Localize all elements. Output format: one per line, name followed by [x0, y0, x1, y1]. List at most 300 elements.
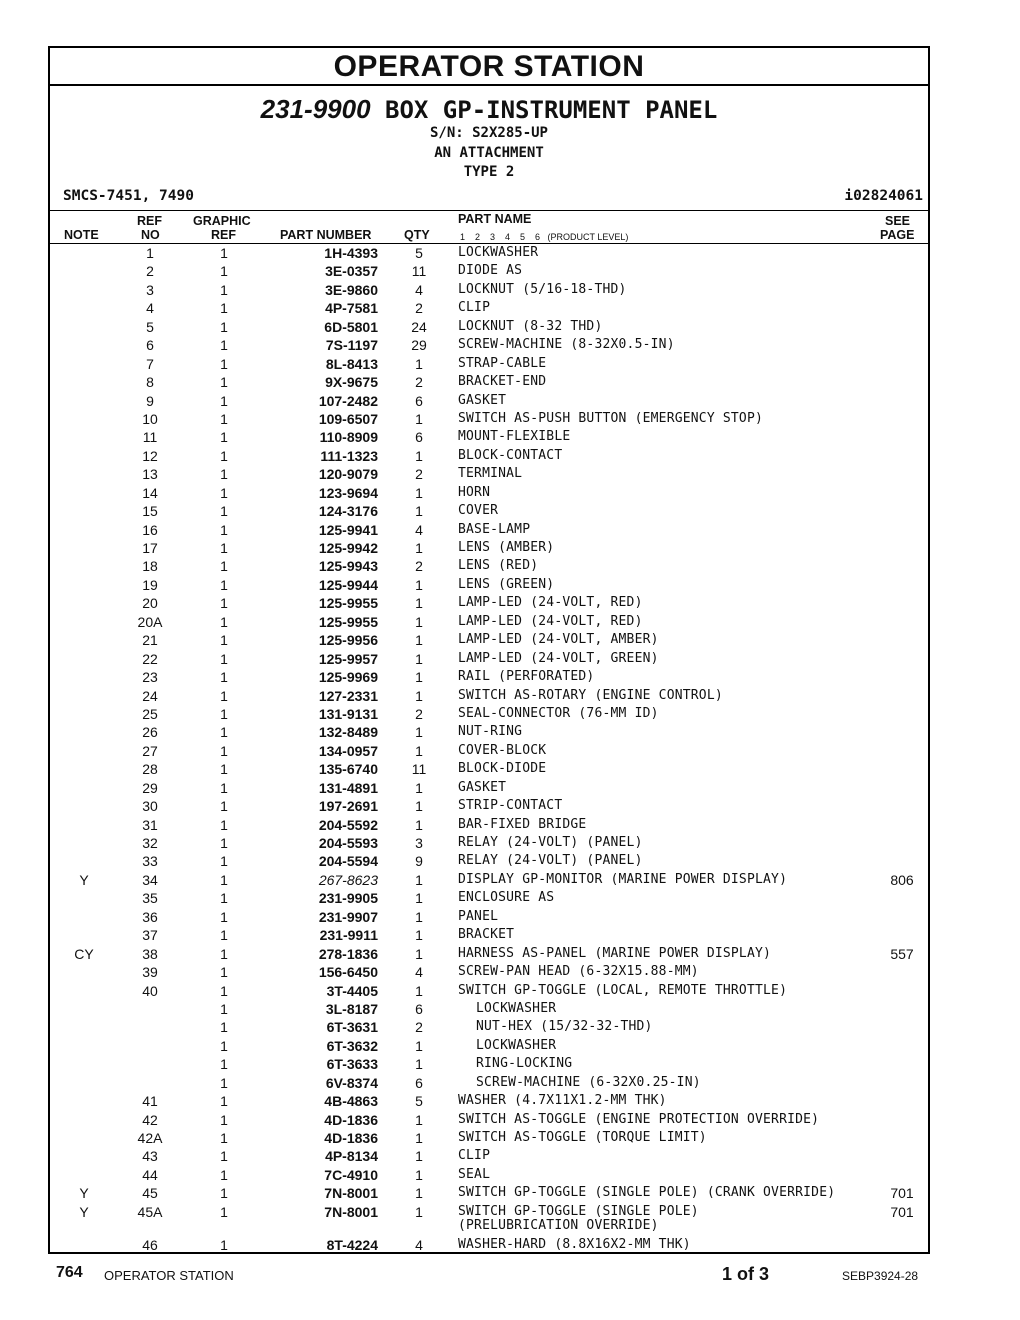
- table-row: [50, 1111, 928, 1129]
- row-part-name-line2: (PRELUBRICATION OVERRIDE): [458, 1217, 659, 1233]
- doc-id: SEBP3924-28: [842, 1269, 919, 1283]
- row-qty: 9: [415, 853, 423, 870]
- row-ref-no: 32: [142, 835, 158, 851]
- row-part-number: 125-9957: [318, 650, 378, 667]
- row-ref-no: 11: [142, 429, 158, 446]
- row-part-name: LOCKNUT (8-32 THD): [458, 318, 603, 334]
- row-ref-no: 6: [146, 337, 154, 354]
- row-part-name: CLIP: [458, 1148, 491, 1164]
- row-graphic-ref: 1: [220, 1093, 228, 1110]
- row-graphic-ref: 1: [220, 1148, 228, 1165]
- row-see-page: 701: [890, 1203, 914, 1220]
- row-qty: 1: [415, 632, 423, 649]
- row-graphic-ref: 1: [220, 632, 228, 649]
- row-part-number: 127-2331: [318, 687, 378, 704]
- row-part-number: 132-8489: [318, 724, 378, 741]
- row-part-number: 125-9942: [318, 540, 378, 556]
- row-part-name: BLOCK-DIODE: [458, 761, 547, 777]
- row-graphic-ref: 1: [220, 982, 228, 999]
- row-part-name: [458, 1205, 699, 1233]
- table-row: [50, 428, 928, 446]
- row-graphic-ref: 1: [220, 687, 228, 704]
- row-ref-no: 30: [142, 798, 158, 815]
- row-ref-no: 37: [142, 927, 158, 944]
- row-qty: 1: [415, 687, 423, 704]
- table-row: [50, 1092, 928, 1110]
- row-qty: 2: [415, 558, 423, 575]
- col-graphic-bottom: REF: [211, 228, 236, 242]
- row-ref-no: 15: [142, 503, 158, 520]
- row-qty: 2: [415, 300, 423, 317]
- table-row: [50, 723, 928, 741]
- row-ref-no: 1: [146, 245, 154, 261]
- row-part-number: 3T-4405: [326, 982, 378, 999]
- row-part-name: SEAL: [458, 1166, 491, 1182]
- row-part-number: 124-3176: [318, 503, 378, 520]
- table-row: [50, 926, 928, 944]
- row-graphic-ref: 1: [220, 1037, 228, 1054]
- row-part-number: 125-9944: [318, 576, 378, 593]
- row-part-name: SCREW-MACHINE (6-32X0.25-IN): [476, 1074, 701, 1090]
- row-graphic-ref: 1: [220, 466, 228, 483]
- row-graphic-ref: 1: [220, 724, 228, 741]
- table-row: [50, 945, 928, 963]
- row-part-name: STRIP-CONTACT: [458, 798, 563, 814]
- row-part-name: SWITCH AS-TOGGLE (TORQUE LIMIT): [458, 1130, 707, 1145]
- row-graphic-ref: 1: [220, 908, 228, 925]
- row-qty: 4: [415, 281, 423, 298]
- row-ref-no: 13: [142, 466, 158, 483]
- table-row: [50, 355, 928, 373]
- row-part-name: GASKET: [458, 779, 507, 795]
- row-ref-no: 33: [142, 853, 158, 870]
- row-graphic-ref: 1: [220, 853, 228, 870]
- row-qty: 6: [415, 1000, 423, 1017]
- row-part-name-line1: SWITCH GP-TOGGLE (SINGLE POLE): [458, 1203, 699, 1219]
- row-ref-no: 39: [142, 964, 158, 981]
- row-part-number: 134-0957: [318, 742, 378, 759]
- row-part-number: 1H-4393: [324, 245, 378, 261]
- row-ref-no: 24: [142, 687, 158, 704]
- row-graphic-ref: 1: [220, 503, 228, 520]
- row-qty: 1: [415, 1037, 423, 1054]
- row-part-number: 6T-3632: [326, 1037, 378, 1054]
- row-graphic-ref: 1: [220, 355, 228, 372]
- row-part-number: 6D-5801: [324, 318, 378, 335]
- row-qty: 1: [415, 908, 423, 925]
- row-qty: 1: [415, 982, 423, 999]
- row-part-name: RELAY (24-VOLT) (PANEL): [458, 853, 643, 869]
- page-of: 1 of 3: [722, 1264, 770, 1284]
- row-graphic-ref: 1: [220, 742, 228, 759]
- table-row: [50, 1129, 928, 1147]
- row-part-number: 204-5592: [318, 816, 378, 833]
- table-row: [50, 576, 928, 594]
- table-row: [50, 742, 928, 760]
- row-part-number: 123-9694: [318, 484, 378, 501]
- table-row: [50, 1236, 928, 1254]
- row-part-name: LOCKWASHER: [476, 1037, 557, 1053]
- row-ref-no: 10: [142, 410, 158, 427]
- table-row: [50, 1037, 928, 1055]
- row-see-page: 806: [890, 871, 914, 888]
- col-ref-top: REF: [137, 214, 162, 228]
- row-ref-no: 25: [142, 705, 158, 722]
- type-label: TYPE 2: [463, 164, 515, 180]
- row-part-name: SWITCH AS-ROTARY (ENGINE CONTROL): [458, 687, 723, 703]
- row-part-number: 7N-8001: [324, 1185, 378, 1202]
- table-row: [50, 797, 928, 815]
- row-part-name: BAR-FIXED BRIDGE: [458, 816, 587, 832]
- table-row: [50, 539, 928, 557]
- parts-table-body: [50, 244, 928, 1254]
- row-qty: 1: [415, 613, 423, 630]
- row-qty: 4: [415, 1236, 423, 1253]
- row-graphic-ref: 1: [220, 816, 228, 833]
- row-part-name: HORN: [458, 484, 491, 500]
- group-name: BOX GP-INSTRUMENT PANEL: [385, 96, 718, 124]
- row-part-number: 4P-8134: [325, 1148, 378, 1165]
- row-qty: 6: [415, 392, 423, 409]
- row-ref-no: 35: [142, 890, 158, 907]
- table-row: [50, 594, 928, 612]
- row-graphic-ref: 1: [220, 1236, 228, 1253]
- row-graphic-ref: 1: [220, 595, 228, 612]
- row-ref-no: 3: [146, 281, 154, 298]
- row-part-number: 125-9969: [318, 669, 378, 686]
- row-graphic-ref: 1: [220, 613, 228, 630]
- row-part-name: WASHER-HARD (8.8X16X2-MM THK): [458, 1236, 691, 1252]
- row-part-number: 4P-7581: [325, 300, 378, 317]
- row-part-name: BLOCK-CONTACT: [458, 447, 563, 463]
- row-part-name: TERMINAL: [458, 466, 523, 482]
- row-qty: 5: [415, 245, 423, 261]
- row-part-number: 231-9911: [319, 927, 378, 944]
- row-qty: 11: [411, 263, 427, 280]
- row-qty: 3: [415, 835, 423, 851]
- row-ref-no: 38: [142, 945, 158, 962]
- row-ref-no: 31: [142, 816, 158, 833]
- table-row: [50, 465, 928, 483]
- row-ref-no: 12: [142, 447, 158, 464]
- row-ref-no: 5: [146, 318, 154, 335]
- row-graphic-ref: 1: [220, 429, 228, 446]
- row-graphic-ref: 1: [220, 927, 228, 944]
- row-part-number: 267-8623: [318, 871, 378, 888]
- table-row: [50, 502, 928, 520]
- row-part-number: 9X-9675: [325, 374, 378, 391]
- row-qty: 1: [415, 410, 423, 427]
- row-qty: 5: [415, 1093, 423, 1110]
- row-qty: 1: [415, 1185, 423, 1202]
- col-graphic-top: GRAPHIC: [193, 214, 251, 228]
- row-part-number: 4D-1836: [324, 1130, 378, 1146]
- row-part-name: LOCKNUT (5/16-18-THD): [458, 281, 627, 297]
- table-row: [50, 1074, 928, 1092]
- row-part-name: SCREW-MACHINE (8-32X0.5-IN): [458, 337, 675, 353]
- col-qty: QTY: [404, 228, 430, 242]
- row-part-number: 4D-1836: [324, 1111, 378, 1128]
- row-part-name: SCREW-PAN HEAD (6-32X15.88-MM): [458, 964, 699, 980]
- row-part-name: LAMP-LED (24-VOLT, AMBER): [458, 632, 659, 648]
- row-graphic-ref: 1: [220, 1019, 228, 1036]
- row-ref-no: 29: [142, 779, 158, 796]
- row-qty: 2: [415, 466, 423, 483]
- row-graphic-ref: 1: [220, 669, 228, 686]
- row-qty: 24: [411, 318, 427, 335]
- row-graphic-ref: 1: [220, 650, 228, 667]
- row-part-name: NUT-HEX (15/32-32-THD): [476, 1019, 653, 1035]
- table-row: [50, 889, 928, 907]
- row-graphic-ref: 1: [220, 374, 228, 391]
- row-ref-no: 9: [146, 392, 154, 409]
- row-part-number: 204-5593: [318, 835, 378, 851]
- row-qty: 1: [415, 669, 423, 686]
- table-row: [50, 521, 928, 539]
- row-ref-no: 36: [142, 908, 158, 925]
- row-qty: 4: [415, 521, 423, 538]
- row-qty: 1: [415, 871, 423, 888]
- smcs-code: SMCS-7451, 7490: [63, 188, 194, 204]
- footer-section: OPERATOR STATION: [104, 1268, 234, 1283]
- row-part-name: SWITCH GP-TOGGLE (SINGLE POLE) (CRANK OVERRIDE): [458, 1185, 836, 1201]
- row-qty: 6: [415, 429, 423, 446]
- row-part-name: LENS (RED): [458, 558, 539, 574]
- row-ref-no: 41: [142, 1093, 158, 1110]
- row-part-name: SWITCH AS-PUSH BUTTON (EMERGENCY STOP): [458, 410, 764, 426]
- row-ref-no: 27: [142, 742, 158, 759]
- row-part-name: SEAL-CONNECTOR (76-MM ID): [458, 705, 659, 721]
- row-part-number: 131-4891: [318, 779, 378, 796]
- group-title: [50, 86, 928, 124]
- row-qty: 1: [415, 355, 423, 372]
- row-part-number: 231-9905: [318, 890, 378, 907]
- row-qty: 6: [415, 1074, 423, 1091]
- table-row: [50, 982, 928, 1000]
- row-ref-no: 45: [142, 1185, 158, 1202]
- row-see-page: 701: [890, 1185, 914, 1202]
- row-qty: 2: [415, 1019, 423, 1036]
- row-graphic-ref: 1: [220, 779, 228, 796]
- row-note: CY: [74, 945, 94, 962]
- row-see-page: 557: [890, 945, 914, 962]
- row-part-name: BRACKET: [458, 927, 515, 943]
- row-qty: 4: [415, 964, 423, 981]
- table-row: [50, 318, 928, 336]
- row-graphic-ref: 1: [220, 300, 228, 317]
- page-footer: [0, 1264, 1020, 1288]
- row-part-number: 125-9955: [318, 613, 378, 630]
- section-title: OPERATOR STATION: [50, 48, 928, 86]
- table-row: [50, 613, 928, 631]
- row-graphic-ref: 1: [220, 798, 228, 815]
- table-row: [50, 1018, 928, 1036]
- table-row: [50, 1184, 928, 1202]
- row-part-number: 4B-4863: [324, 1093, 378, 1110]
- col-part-number: PART NUMBER: [280, 228, 372, 242]
- row-note: Y: [79, 1185, 89, 1202]
- row-qty: 1: [415, 503, 423, 520]
- page-number: 764: [56, 1264, 83, 1281]
- row-qty: 29: [411, 337, 427, 354]
- row-qty: 1: [415, 447, 423, 464]
- row-part-number: 7C-4910: [324, 1166, 378, 1183]
- table-row: [50, 1203, 928, 1236]
- row-ref-no: 42: [142, 1111, 158, 1128]
- row-part-number: 7S-1197: [325, 337, 378, 354]
- row-part-name: BRACKET-END: [458, 374, 547, 390]
- table-row: [50, 244, 928, 262]
- row-ref-no: 28: [142, 761, 158, 778]
- row-part-name: GASKET: [458, 392, 507, 408]
- row-ref-no: 7: [146, 355, 154, 372]
- row-qty: 1: [415, 742, 423, 759]
- row-ref-no: 43: [142, 1148, 158, 1165]
- row-part-name: LENS (AMBER): [458, 540, 555, 555]
- row-part-name: PANEL: [458, 908, 499, 924]
- row-part-name: RING-LOCKING: [476, 1056, 573, 1072]
- row-part-name: HARNESS AS-PANEL (MARINE POWER DISPLAY): [458, 945, 772, 961]
- row-graphic-ref: 1: [220, 447, 228, 464]
- table-row: [50, 262, 928, 280]
- row-part-name: SWITCH AS-TOGGLE (ENGINE PROTECTION OVERRIDE): [458, 1111, 820, 1127]
- table-row: [50, 834, 928, 852]
- row-part-number: 204-5594: [318, 853, 378, 870]
- row-ref-no: 26: [142, 724, 158, 741]
- row-graphic-ref: 1: [220, 1056, 228, 1073]
- table-row: [50, 281, 928, 299]
- row-graphic-ref: 1: [220, 576, 228, 593]
- col-see-top: SEE: [885, 214, 911, 228]
- row-part-number: 125-9943: [318, 558, 378, 575]
- row-part-name: ENCLOSURE AS: [458, 890, 555, 906]
- row-part-name: SWITCH GP-TOGGLE (LOCAL, REMOTE THROTTLE): [458, 982, 788, 998]
- row-graphic-ref: 1: [220, 1185, 228, 1202]
- row-part-name: DIODE AS: [458, 263, 523, 279]
- row-graphic-ref: 1: [220, 318, 228, 335]
- table-row: [50, 852, 928, 870]
- row-qty: 2: [415, 374, 423, 391]
- column-headers: [50, 210, 928, 244]
- row-part-number: 125-9956: [318, 632, 378, 649]
- row-part-number: 135-6740: [318, 761, 378, 778]
- row-graphic-ref: 1: [220, 337, 228, 354]
- row-ref-no: 4: [146, 300, 154, 317]
- row-ref-no: 2: [146, 263, 154, 280]
- table-row: [50, 484, 928, 502]
- row-part-number: 278-1836: [318, 945, 378, 962]
- row-qty: 1: [415, 1148, 423, 1165]
- row-ref-no: 44: [142, 1166, 158, 1183]
- row-part-number: 156-6450: [318, 964, 378, 981]
- row-part-number: 3E-0357: [325, 263, 378, 280]
- row-ref-no: 42A: [137, 1130, 163, 1146]
- row-graphic-ref: 1: [220, 392, 228, 409]
- row-note: Y: [79, 871, 89, 888]
- row-qty: 2: [415, 705, 423, 722]
- table-row: [50, 631, 928, 649]
- illustration-id: i02824061: [844, 188, 923, 204]
- row-part-number: 8L-8413: [325, 355, 378, 372]
- row-ref-no: 40: [142, 982, 158, 999]
- table-row: [50, 373, 928, 391]
- row-part-name: LOCKWASHER: [458, 245, 539, 260]
- row-graphic-ref: 1: [220, 1203, 228, 1220]
- row-qty: 1: [415, 1166, 423, 1183]
- row-qty: 1: [415, 927, 423, 944]
- row-graphic-ref: 1: [220, 1074, 228, 1091]
- row-ref-no: 21: [142, 632, 158, 649]
- row-ref-no: 20A: [137, 613, 163, 630]
- row-part-number: 110-8909: [319, 429, 378, 446]
- row-qty: 1: [415, 798, 423, 815]
- table-row: [50, 908, 928, 926]
- table-row: [50, 871, 928, 889]
- row-part-number: 3L-8187: [325, 1000, 378, 1017]
- col-ref-bottom: NO: [141, 228, 160, 242]
- table-row: [50, 816, 928, 834]
- row-ref-no: 8: [146, 374, 154, 391]
- row-graphic-ref: 1: [220, 871, 228, 888]
- row-graphic-ref: 1: [220, 1166, 228, 1183]
- row-qty: 1: [415, 816, 423, 833]
- row-part-name: CLIP: [458, 300, 491, 316]
- row-graphic-ref: 1: [220, 964, 228, 981]
- row-part-name: MOUNT-FLEXIBLE: [458, 429, 571, 445]
- row-ref-no: 45A: [137, 1203, 163, 1220]
- row-part-name: LENS (GREEN): [458, 576, 555, 592]
- row-part-number: 197-2691: [318, 798, 378, 815]
- row-graphic-ref: 1: [220, 761, 228, 778]
- row-qty: 1: [415, 595, 423, 612]
- row-graphic-ref: 1: [220, 484, 228, 501]
- table-row: [50, 779, 928, 797]
- col-part-name: PART NAME: [458, 212, 532, 226]
- row-graphic-ref: 1: [220, 281, 228, 298]
- table-row: [50, 336, 928, 354]
- row-qty: 1: [415, 484, 423, 501]
- row-part-number: 107-2482: [318, 392, 378, 409]
- row-part-name: STRAP-CABLE: [458, 355, 547, 371]
- row-graphic-ref: 1: [220, 558, 228, 575]
- row-part-number: 8T-4224: [326, 1236, 378, 1253]
- row-ref-no: 18: [142, 558, 158, 575]
- row-ref-no: 17: [142, 540, 158, 556]
- row-graphic-ref: 1: [220, 890, 228, 907]
- row-qty: 1: [415, 890, 423, 907]
- row-qty: 1: [415, 779, 423, 796]
- row-part-number: 125-9955: [318, 595, 378, 612]
- row-ref-no: 34: [142, 871, 158, 888]
- row-ref-no: 14: [142, 484, 158, 501]
- row-part-number: 120-9079: [318, 466, 378, 483]
- row-qty: 1: [415, 540, 423, 556]
- row-part-name: BASE-LAMP: [458, 521, 531, 537]
- row-graphic-ref: 1: [220, 705, 228, 722]
- row-ref-no: 19: [142, 576, 158, 593]
- row-qty: 1: [415, 1111, 423, 1128]
- row-graphic-ref: 1: [220, 945, 228, 962]
- row-part-name: COVER-BLOCK: [458, 742, 547, 758]
- table-row: [50, 705, 928, 723]
- parts-list-frame: [48, 46, 930, 1254]
- row-graphic-ref: 1: [220, 540, 228, 556]
- table-row: [50, 668, 928, 686]
- row-part-name: LOCKWASHER: [476, 1000, 557, 1016]
- group-heading: [50, 86, 928, 210]
- table-row: [50, 760, 928, 778]
- row-part-number: 3E-9860: [325, 281, 378, 298]
